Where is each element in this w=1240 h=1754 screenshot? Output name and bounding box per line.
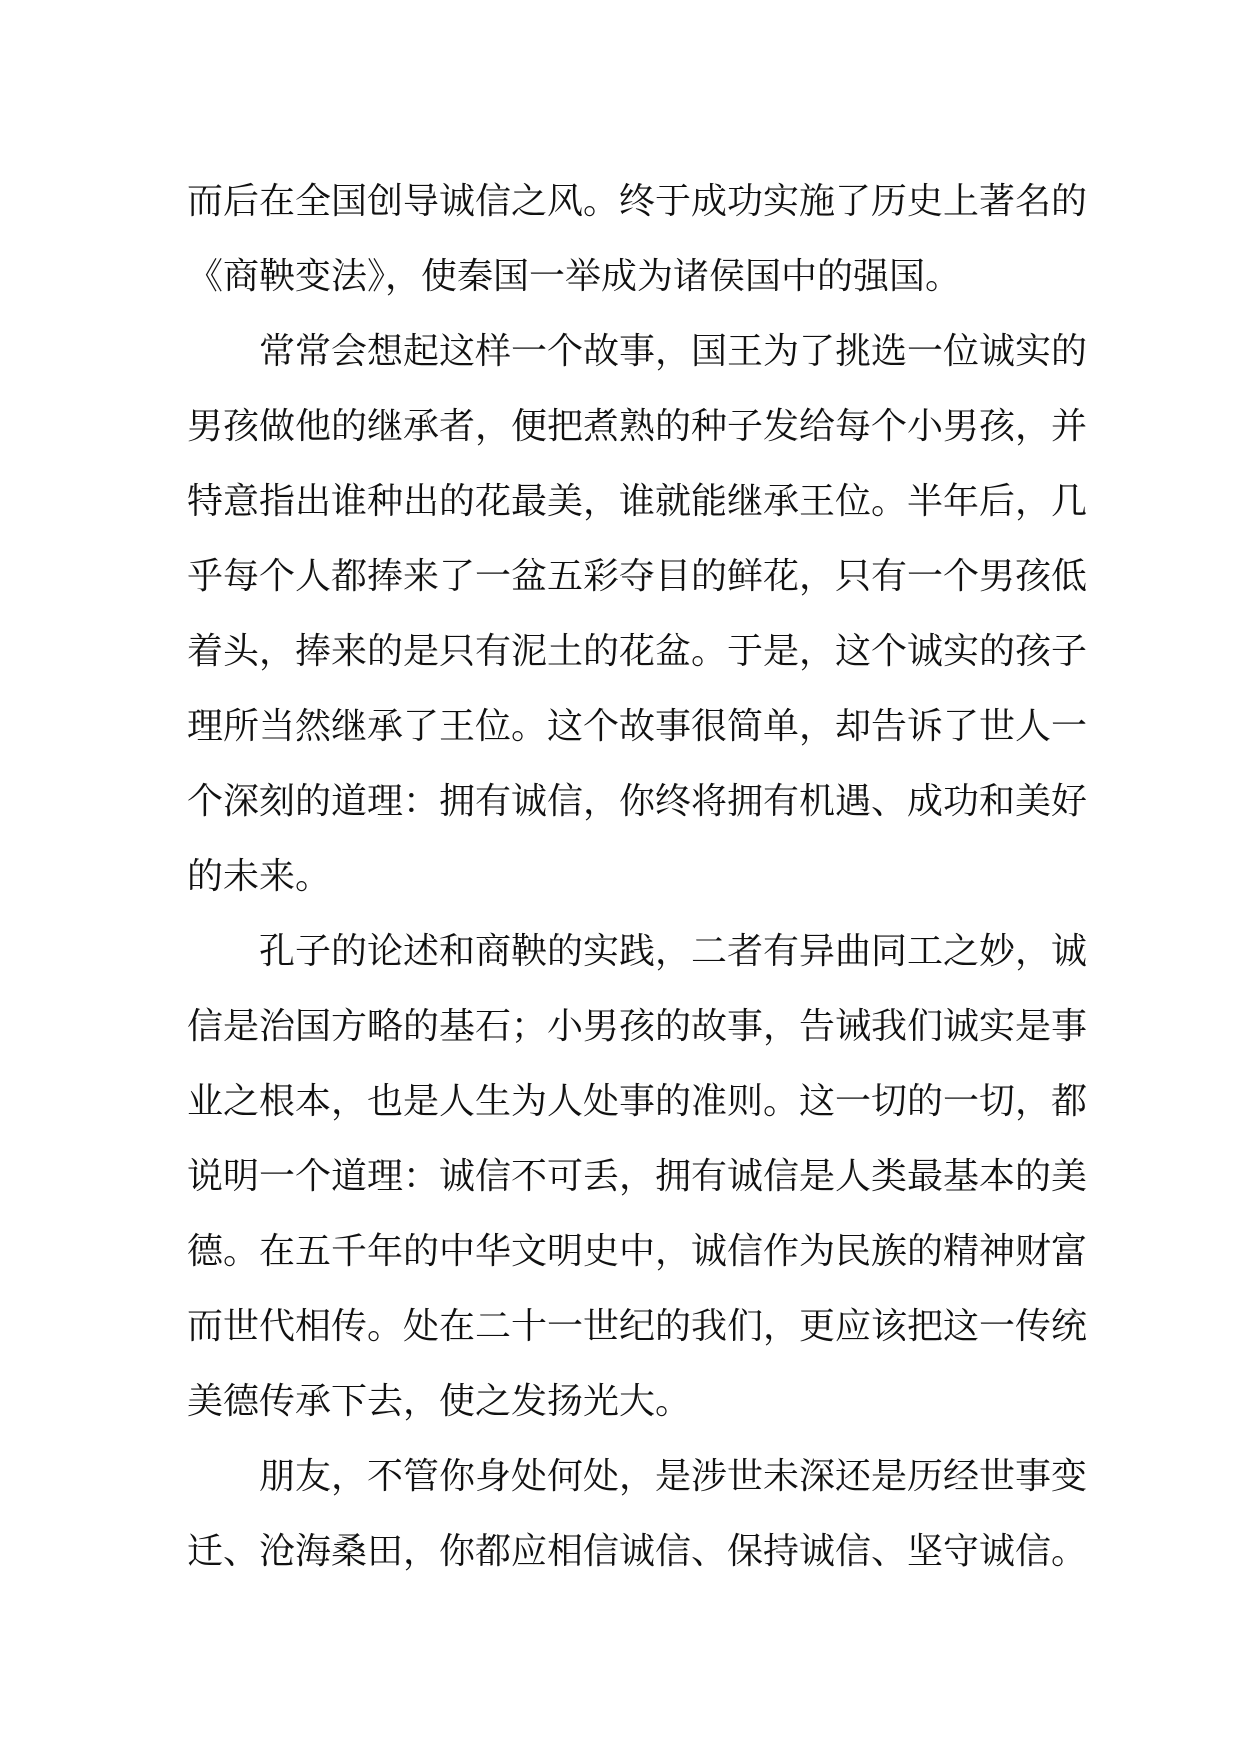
paragraph — [187, 314, 1088, 914]
paragraph — [187, 164, 1088, 314]
text-line: 而后在全国创导诚信之风。终于成功实施了历史上著名的 — [187, 181, 1088, 222]
text-line: 而世代相传。处在二十一世纪的我们，更应该把这一传统 — [187, 1306, 1088, 1347]
text-line: 乎每个人都捧来了一盆五彩夺目的鲜花，只有一个男孩低 — [187, 556, 1088, 597]
text-line: 迁、沧海桑田，你都应相信诚信、保持诚信、坚守诚信。 — [187, 1531, 1088, 1572]
text-line: 的未来。 — [187, 856, 332, 897]
text-line: 德。在五千年的中华文明史中，诚信作为民族的精神财富 — [187, 1231, 1088, 1272]
text-line: 说明一个道理：诚信不可丢，拥有诚信是人类最基本的美 — [187, 1156, 1088, 1197]
text-line: 美德传承下去，使之发扬光大。 — [187, 1381, 692, 1422]
text-line: 业之根本，也是人生为人处事的准则。这一切的一切，都 — [187, 1081, 1088, 1122]
paragraph — [187, 1439, 1088, 1589]
text-line: 理所当然继承了王位。这个故事很简单，却告诉了世人一 — [187, 706, 1088, 747]
text-line: 着头，捧来的是只有泥土的花盆。于是，这个诚实的孩子 — [187, 631, 1088, 672]
text-line: 个深刻的道理：拥有诚信，你终将拥有机遇、成功和美好 — [187, 781, 1088, 822]
text-line: 信是治国方略的基石；小男孩的故事，告诫我们诚实是事 — [187, 1006, 1088, 1047]
body-text — [187, 164, 1088, 1589]
text-line: 特意指出谁种出的花最美，谁就能继承王位。半年后，几 — [187, 481, 1088, 522]
paragraph — [187, 914, 1088, 1439]
text-line: 《商鞅变法》，使秦国一举成为诸侯国中的强国。 — [187, 256, 962, 297]
text-line: 孔子的论述和商鞅的实践，二者有异曲同工之妙，诚 — [259, 931, 1088, 972]
text-line: 常常会想起这样一个故事，国王为了挑选一位诚实的 — [259, 331, 1088, 372]
text-line: 男孩做他的继承者，便把煮熟的种子发给每个小男孩，并 — [187, 406, 1088, 447]
text-line: 朋友，不管你身处何处，是涉世未深还是历经世事变 — [259, 1456, 1088, 1497]
